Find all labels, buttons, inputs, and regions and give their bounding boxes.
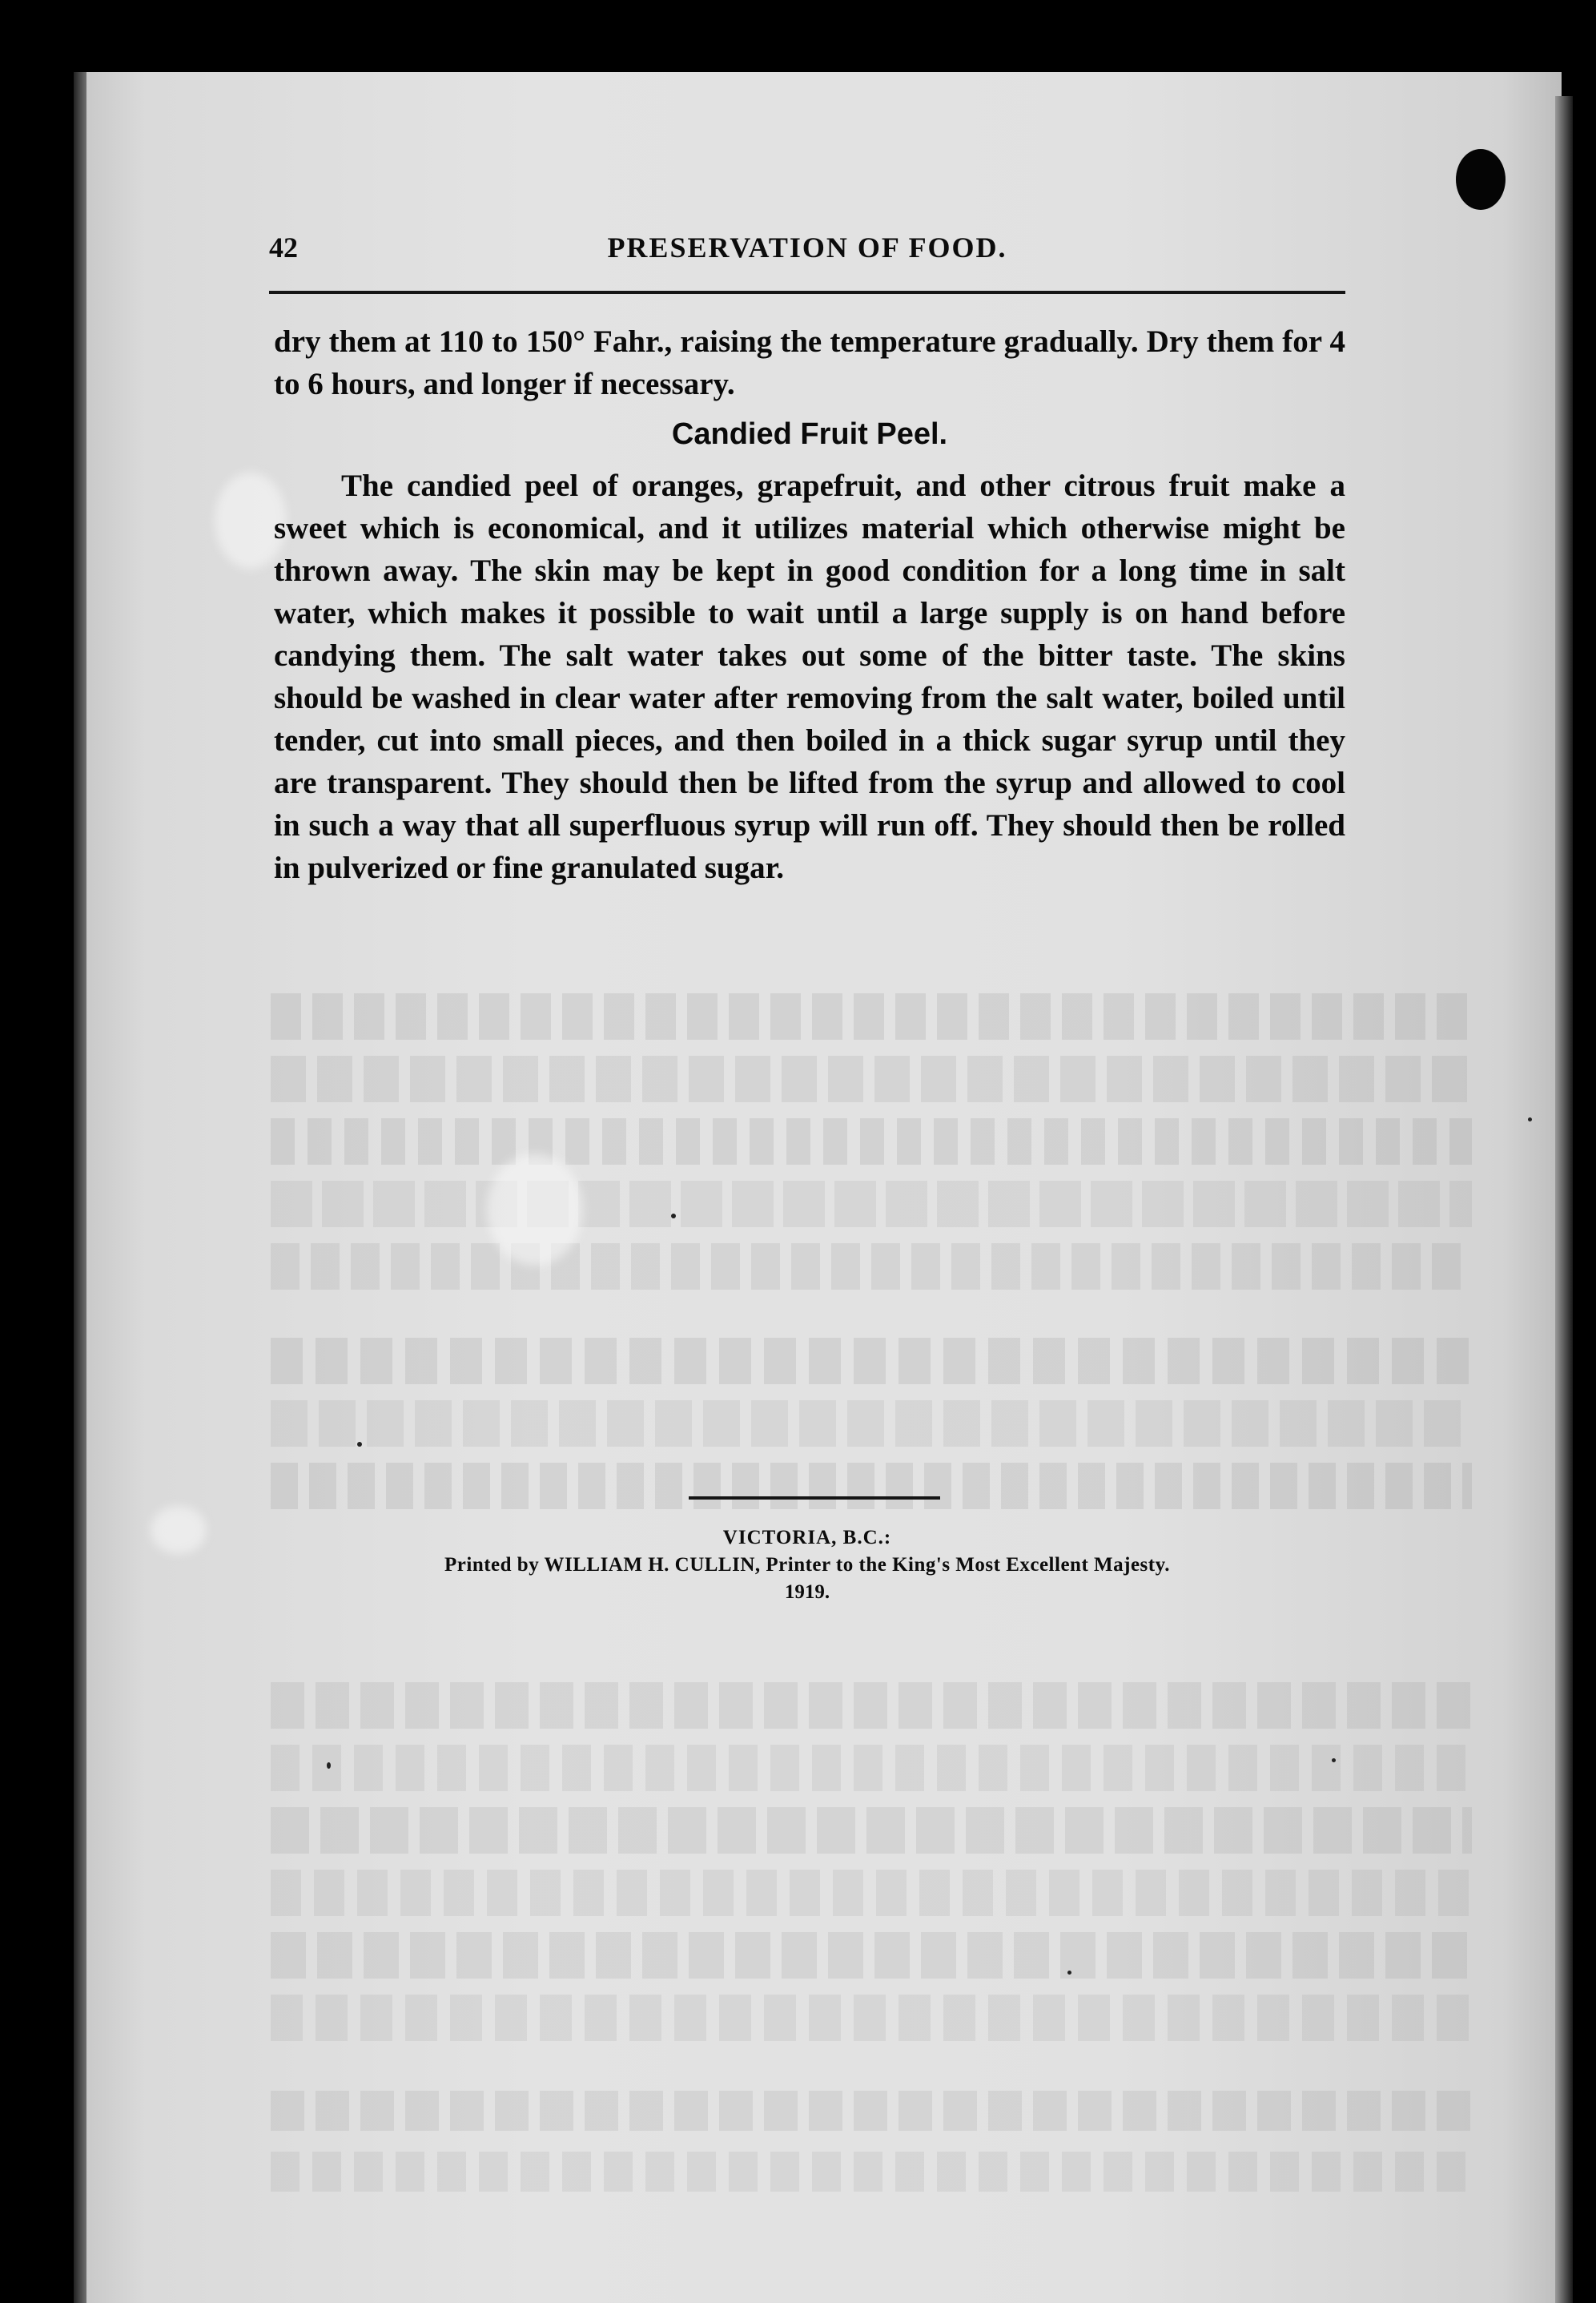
- dust-speck: [1067, 1971, 1071, 1975]
- bleed-through-block-bottom: [271, 2091, 1472, 2203]
- dust-speck: [327, 1762, 331, 1769]
- body-text: [274, 320, 1345, 889]
- page-number: 42: [269, 232, 298, 264]
- punch-hole: [1456, 149, 1506, 210]
- paper-smudge: [487, 1154, 583, 1266]
- bleed-through-block-lower: [271, 1682, 1472, 2131]
- dust-speck: [1332, 1758, 1336, 1762]
- colophon-printer-line: Printed by WILLIAM H. CULLIN, Printer to the King's Most Excellent Majesty.: [444, 1554, 1170, 1576]
- dust-speck: [671, 1214, 676, 1218]
- section-heading: Candied Fruit Peel.: [671, 417, 948, 451]
- dust-speck: [1528, 1117, 1532, 1121]
- bleed-through-block: [271, 993, 1472, 1794]
- page-header: [269, 231, 1345, 279]
- continued-text: dry them at 110 to 150° Fahr., raising the temperature gradually. Dry them for 4 to 6 hours, and longer if necessary.: [274, 324, 1345, 401]
- colophon-year: 1919.: [784, 1581, 830, 1603]
- colophon: [269, 1524, 1345, 1606]
- dust-speck: [357, 1442, 362, 1447]
- body-paragraph: The candied peel of oranges, grapefruit, and other citrous fruit make a sweet which is economical, and it utilizes material which otherwise might be thrown away. The skin may be kept in good condition for a long time in salt water, which makes it possible to wait until a large supply is on hand before candying them. The salt water takes out some of the bitter taste. The skins should be washed in clear water after removing from the salt water, boiled until tender, cut into small pieces, and then boiled in a thick sugar syrup until they are transparent. They should then be lifted from the syrup and allowed to cool in such a way that all superfluous syrup will run off. They should then be rolled in pulverized or fine granulated sugar.: [274, 469, 1345, 885]
- colophon-place: VICTORIA, B.C.:: [722, 1527, 892, 1548]
- page-right-edge-shadow: [1555, 96, 1573, 2303]
- paper-smudge: [151, 1506, 207, 1554]
- colophon-rule: [689, 1496, 940, 1500]
- header-rule: [269, 291, 1345, 294]
- running-title: PRESERVATION OF FOOD.: [607, 232, 1007, 264]
